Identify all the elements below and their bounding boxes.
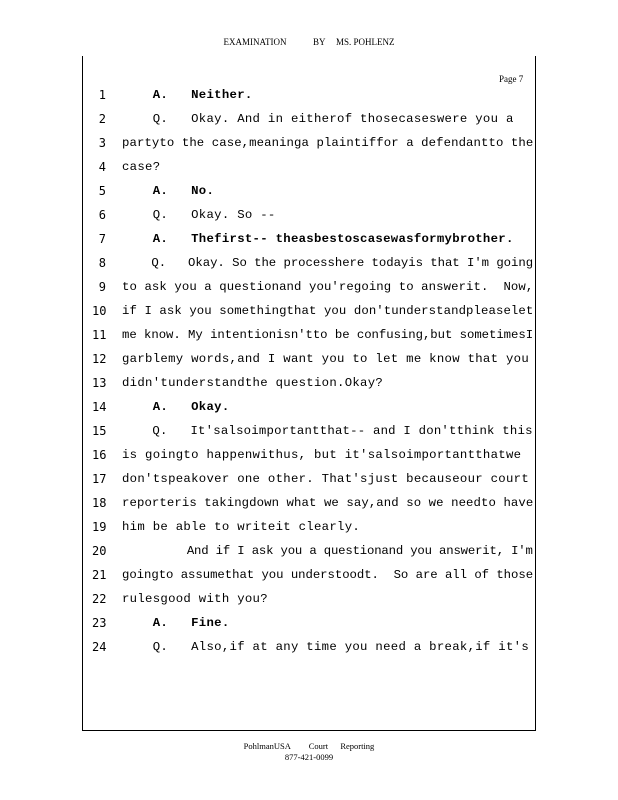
transcript-line: Q. Okay. So the processhere todayis that I'm going bbox=[122, 256, 534, 270]
header-section: EXAMINATION bbox=[223, 37, 287, 47]
transcript-line: if I ask you somethingthat you don'tunderstandpleaselet bbox=[122, 304, 534, 318]
line-number: 20 bbox=[92, 544, 107, 558]
transcript-line: case? bbox=[122, 160, 161, 174]
line-number: 23 bbox=[92, 616, 107, 630]
transcript-line: reporteris takingdown what we say,and so we needto have bbox=[122, 496, 534, 510]
transcript-line: didn'tunderstandthe question.Okay? bbox=[122, 376, 384, 390]
line-number: 14 bbox=[92, 400, 107, 414]
line-number: 7 bbox=[98, 232, 106, 246]
transcript-line: A. Fine. bbox=[122, 616, 230, 630]
transcript-line: me know. My intentionisn'tto be confusing,but sometimesI bbox=[122, 328, 534, 342]
line-number: 6 bbox=[98, 208, 106, 222]
page-header bbox=[0, 37, 618, 47]
line-number: 13 bbox=[92, 376, 107, 390]
footer-company: PohlmanUSA bbox=[243, 741, 291, 751]
page-number: Page 7 bbox=[499, 74, 524, 84]
transcript-line: goingto assumethat you understoodt. So are all of those bbox=[122, 568, 534, 582]
transcript-line: Q. Okay. So -- bbox=[122, 208, 276, 222]
header-examiner: MS. POHLENZ bbox=[336, 37, 395, 47]
line-number: 2 bbox=[98, 112, 106, 126]
line-number: 21 bbox=[92, 568, 107, 582]
transcript-line: don'tspeakover one other. That'sjust becauseour court bbox=[122, 472, 530, 486]
transcript-line: And if I ask you a questionand you answerit, I'm bbox=[122, 544, 533, 558]
line-number: 16 bbox=[92, 448, 107, 462]
line-number: 22 bbox=[92, 592, 107, 606]
transcript-line: to ask you a questionand you'regoing to answerit. Now, bbox=[122, 280, 534, 294]
transcript-line: garblemy words,and I want you to let me know that you bbox=[122, 352, 530, 366]
header-by: BY bbox=[312, 37, 326, 47]
line-number: 10 bbox=[92, 304, 107, 318]
transcript-line: is goingto happenwithus, but it'salsoimportantthatwe bbox=[122, 448, 522, 462]
line-number: 11 bbox=[92, 328, 107, 342]
line-number: 5 bbox=[98, 184, 106, 198]
transcript-line: Q. It'salsoimportantthat-- and I don'tthink this bbox=[122, 424, 533, 438]
line-number: 12 bbox=[92, 352, 107, 366]
transcript-line: Q. Okay. And in eitherof thosecaseswere you a bbox=[122, 112, 514, 126]
line-number: 15 bbox=[92, 424, 107, 438]
line-number: 9 bbox=[98, 280, 106, 294]
footer-reporting: Reporting bbox=[340, 741, 375, 751]
footer-phone: 877-421-0099 bbox=[284, 752, 334, 762]
line-number: 17 bbox=[92, 472, 107, 486]
transcript-line: A. Neither. bbox=[122, 88, 253, 102]
footer-court: Court bbox=[308, 741, 329, 751]
transcript-line: rulesgood with you? bbox=[122, 592, 268, 606]
line-number: 3 bbox=[98, 136, 106, 150]
line-number: 1 bbox=[98, 88, 106, 102]
footer-company-line bbox=[0, 741, 618, 751]
transcript-line: him be able to writeit clearly. bbox=[122, 520, 361, 534]
line-number: 24 bbox=[92, 640, 107, 654]
transcript-line: A. No. bbox=[122, 184, 215, 198]
line-number: 19 bbox=[92, 520, 107, 534]
transcript-line: partyto the case,meaninga plaintiffor a defendantto the bbox=[122, 136, 534, 150]
transcript-line: A. Okay. bbox=[122, 400, 230, 414]
line-number: 4 bbox=[98, 160, 106, 174]
transcript-line: Q. Also,if at any time you need a break,if it's bbox=[122, 640, 530, 654]
transcript-line: A. Thefirst-- theasbestoscasewasformybrother. bbox=[122, 232, 514, 246]
line-number: 18 bbox=[92, 496, 107, 510]
line-number: 8 bbox=[98, 256, 106, 270]
